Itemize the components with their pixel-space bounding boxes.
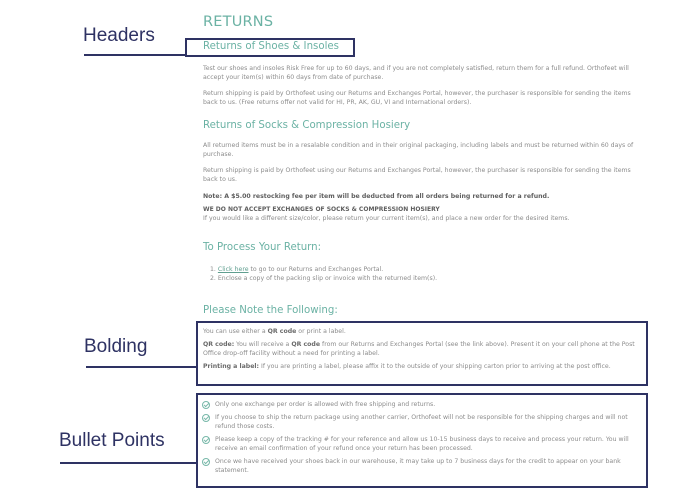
click-here-link[interactable]: Click here: [217, 266, 249, 273]
check-circle-icon: [202, 458, 210, 466]
no-exchange-title: WE DO NOT ACCEPT EXCHANGES OF SOCKS & COMPRESSION HOSIERY: [203, 206, 440, 213]
bullet-item: If you choose to ship the return package using another carrier, Orthofeet will not be responsible for the shipping charges and will not refund those costs.: [202, 413, 642, 431]
process-step-2: 2. Enclose a copy of the packing slip or invoice with the returned item(s).: [210, 275, 438, 282]
bullet-item: Only one exchange per order is allowed with free shipping and returns.: [202, 400, 642, 409]
annotation-label-bullet-points: Bullet Points: [59, 430, 165, 451]
annotation-label-bolding: Bolding: [84, 336, 148, 357]
section-heading-shoes: Returns of Shoes & Insoles: [203, 41, 339, 52]
check-circle-icon: [202, 401, 210, 409]
annotation-label-headers: Headers: [83, 25, 155, 46]
section-heading-socks: Returns of Socks & Compression Hosiery: [203, 120, 411, 131]
section-heading-process: To Process Your Return:: [203, 242, 322, 253]
annotation-rule-headers: [84, 54, 186, 56]
check-circle-icon: [202, 436, 210, 444]
page-title: RETURNS: [203, 14, 274, 30]
restocking-fee-note: Note: A $5.00 restocking fee per item will be deducted from all orders being returned for a refund.: [203, 193, 550, 200]
shoes-paragraph-1: Test our shoes and insoles Risk Free for up to 60 days, and if you are not completely satisfied, return them for a full refund. Orthofeet will accept your item(s) within 60 days from date of purchase.: [203, 65, 629, 81]
print-label-option: Printing a label: If you are printing a label, please affix it to the outside of your shipping carton prior to arriving at the post office.: [203, 363, 611, 370]
check-circle-icon: [202, 414, 210, 422]
annotation-box-headers: [185, 38, 355, 57]
no-exchange-text: If you would like a different size/color, please return your current item(s), and place a new order for the desired items.: [203, 215, 570, 222]
option-intro: You can use either a QR code or print a label.: [203, 328, 346, 335]
annotation-rule-bullet-points: [60, 462, 196, 464]
annotation-rule-bolding: [86, 366, 196, 368]
process-steps: [210, 265, 630, 283]
socks-paragraph-1: All returned items must be in a resalable condition and in their original packaging, including labels and must be returned within 60 days of purchase.: [203, 142, 634, 158]
section-heading-please-note: Please Note the Following:: [203, 305, 338, 316]
qr-print-options: [203, 327, 639, 371]
bullet-item: Once we have received your shoes back in our warehouse, it may take up to 7 business days for the credit to appear on your bank statement.: [202, 457, 642, 475]
socks-paragraph-2: Return shipping is paid by Orthofeet using our Returns and Exchanges Portal, however, the purchaser is responsible for sending the items back to us.: [203, 167, 631, 183]
qr-code-option: QR code: You will receive a QR code from our Returns and Exchanges Portal (see the link above). Present it on your cell phone at the Post Office drop-off facility without a need for printing a label.: [203, 341, 635, 357]
process-step-1: 1. Click here to go to our Returns and Exchanges Portal.: [210, 266, 384, 273]
bullet-item: Please keep a copy of the tracking # for your reference and allow us 10-15 business days to receive and process your return. You will receive an email confirmation of your refund once your return has been processed.: [202, 435, 642, 453]
bullet-list: [202, 400, 642, 479]
shoes-paragraph-2: Return shipping is paid by Orthofeet using our Returns and Exchanges Portal, however, the purchaser is responsible for sending the items back to us. (Free returns offer not valid for HI, PR, AK, GU, VI and International orders).: [203, 90, 631, 106]
